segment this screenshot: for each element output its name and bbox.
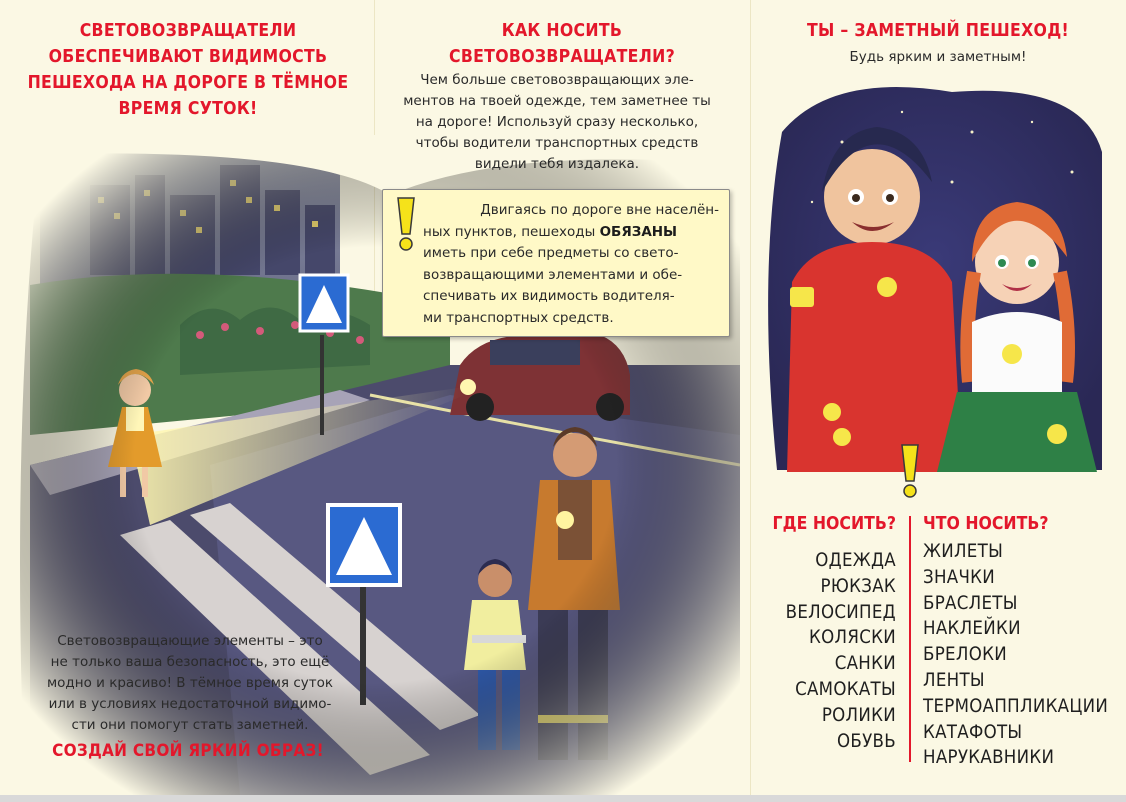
list-item: КОЛЯСКИ (809, 627, 896, 649)
what-heading: ЧТО НОСИТЬ? (923, 514, 1049, 534)
panel3-subtitle: Будь ярким и заметным! (849, 49, 1027, 65)
list-item: ЖИЛЕТЫ (923, 541, 1004, 562)
notice-line (423, 222, 719, 244)
title-line: СВЕТОВОЗВРАЩАТЕЛИ? (448, 47, 676, 67)
bottom-strip (0, 795, 1126, 802)
body-line: ментов на твоей одежде, тем заметнее ты (403, 93, 711, 109)
list-item: ЛЕНТЫ (923, 669, 985, 691)
list-item: ВЕЛОСИПЕД (785, 601, 896, 623)
column-separator (909, 516, 911, 762)
list-item: КАТАФОТЫ (923, 721, 1023, 743)
title-line: КАК НОСИТЬ (501, 21, 623, 41)
notice-line: ми транспортных средств. (423, 309, 614, 326)
list-item: НАКЛЕЙКИ (923, 618, 1021, 640)
title-line: ВРЕМЯ СУТОК! (118, 99, 258, 119)
body-line: не только ваша безопасность, это ещё (50, 654, 330, 670)
panel1-body (20, 631, 360, 736)
body-line: или в условиях недостаточной видимо- (48, 696, 332, 712)
panel2-body (392, 70, 722, 175)
body-line: Световозвращающие элементы – это (57, 633, 323, 649)
panel3-title: ТЫ – ЗАМЕТНЫЙ ПЕШЕХОД! (806, 21, 1070, 41)
title-line: СВЕТОВОЗВРАЩАТЕЛИ (79, 21, 297, 41)
body-line: видели тебя издалека. (474, 156, 640, 172)
body-line: сти они помогут стать заметней. (71, 717, 309, 733)
notice-line: Двигаясь по дороге вне населён- (480, 202, 719, 218)
body-line: Чем больше световозвращающих эле- (420, 72, 694, 88)
list-item: ОБУВЬ (837, 730, 896, 752)
notice-line: спечивать их видимость водителя- (423, 288, 675, 304)
notice-line-text: ных пунктов, пешеходы (423, 223, 600, 240)
exclamation-icon (899, 443, 921, 499)
notice-box (382, 189, 730, 337)
list-item: ОДЕЖДА (815, 550, 896, 571)
notice-line: возвращающими элементами и обе- (423, 266, 683, 283)
list-item: ЗНАЧКИ (923, 566, 996, 588)
list-item: БРАСЛЕТЫ (923, 592, 1018, 614)
list-item: ТЕРМОАППЛИКАЦИИ (923, 695, 1109, 717)
panel2-title (384, 18, 740, 70)
list-item: САНКИ (834, 653, 896, 675)
notice-emphasis: ОБЯЗАНЫ (599, 223, 678, 240)
list-item: САМОКАТЫ (795, 678, 896, 700)
where-heading: ГДЕ НОСИТЬ? (772, 514, 896, 534)
exclamation-icon (395, 196, 417, 252)
panel1-title (20, 18, 356, 122)
list-item: БРЕЛОКИ (923, 644, 1007, 666)
body-line: модно и красиво! В тёмное время суток (46, 675, 334, 691)
list-item: НАРУКАВНИКИ (923, 747, 1055, 769)
list-item: РОЛИКИ (821, 704, 896, 726)
where-list (760, 548, 896, 754)
what-list (923, 539, 1123, 771)
list-item: РЮКЗАК (820, 575, 896, 597)
body-line: на дороге! Используй сразу несколько, (415, 114, 699, 130)
page-divider (750, 0, 751, 795)
title-line: ОБЕСПЕЧИВАЮТ ВИДИМОСТЬ (48, 47, 328, 67)
title-line: ПЕШЕХОДА НА ДОРОГЕ В ТЁМНОЕ (27, 73, 349, 93)
notice-text (423, 200, 719, 329)
kids-illustration (752, 72, 1124, 472)
call-to-action: СОЗДАЙ СВОЙ ЯРКИЙ ОБРАЗ! (52, 741, 324, 761)
body-line: чтобы водители транспортных средств (415, 135, 699, 151)
notice-line: иметь при себе предметы со свето- (423, 245, 679, 261)
